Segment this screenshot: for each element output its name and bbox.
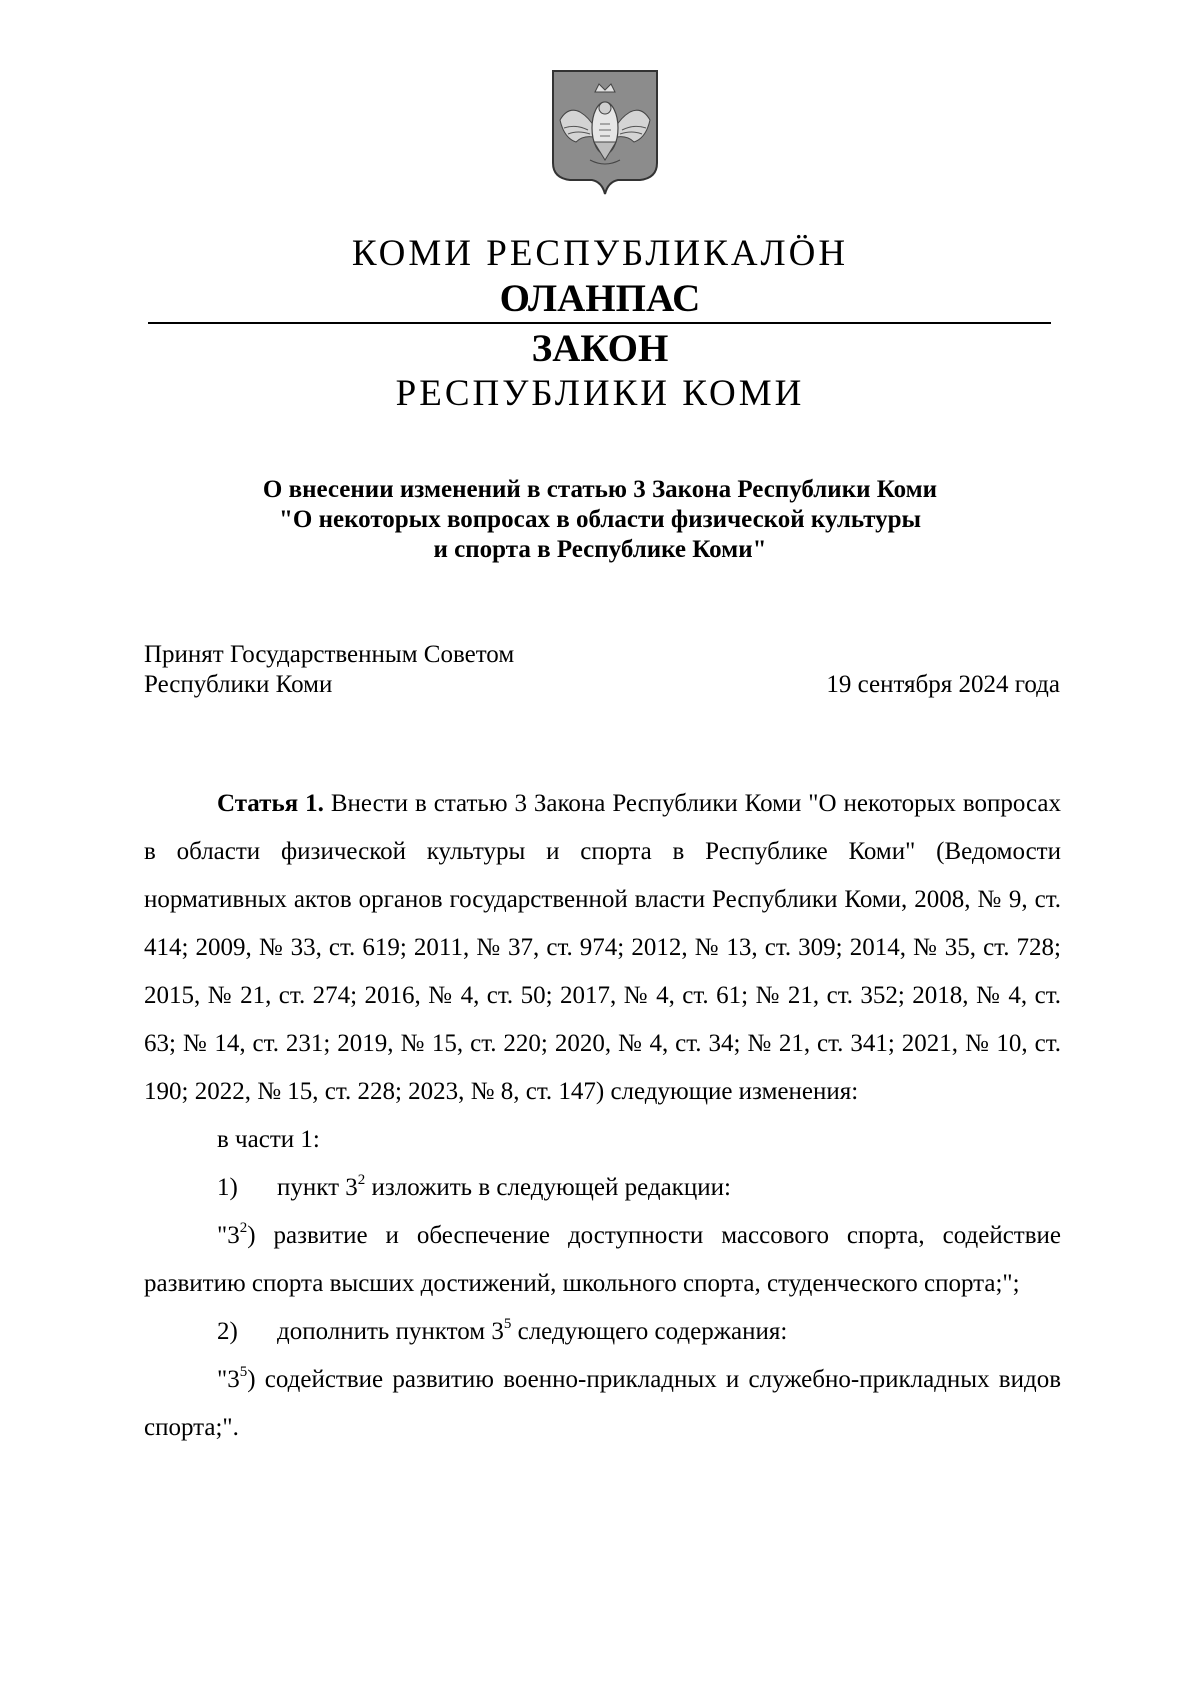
header-divider — [148, 322, 1051, 324]
part-1-intro: в части 1: — [217, 1126, 320, 1153]
item-2-text-pre: дополнить пунктом 3 — [277, 1318, 504, 1345]
item-1-quote-text: ) развитие и обеспечение доступности массового спорта, содействие развитию спорта высших достижений, школьного спорта, студенческого спорта;"; — [144, 1222, 1061, 1297]
header-zakon: ЗАКОН — [531, 327, 669, 370]
header-olanpas: ОЛАНПАС — [499, 277, 701, 320]
title-line-1: О внесении изменений в статью 3 Закона Республики Коми — [262, 476, 938, 503]
item-2 — [144, 1308, 1061, 1356]
article-1-paragraph — [144, 780, 1061, 1116]
adopted-date: 19 сентября 2024 года — [826, 671, 1060, 698]
item-2-text-post: следующего содержания: — [511, 1318, 788, 1345]
document-title — [0, 475, 1200, 565]
item-2-number: 2) — [217, 1318, 238, 1345]
title-line-3: и спорта в Республике Коми" — [433, 536, 767, 563]
item-1-text-pre: пункт 3 — [277, 1174, 358, 1201]
item-1-superscript: 2 — [357, 1171, 366, 1188]
item-1-text-post: изложить в следующей редакции: — [365, 1174, 731, 1201]
adopted-by — [144, 640, 514, 700]
item-2-quote-superscript: 5 — [239, 1363, 248, 1380]
header-komi-republic: КОМИ РЕСПУБЛИКАЛÖН — [351, 233, 849, 274]
adopted-line-1: Принят Государственным Советом — [144, 641, 515, 668]
item-1-number: 1) — [217, 1174, 238, 1201]
adopted-line-2: Республики Коми — [144, 671, 333, 698]
item-1-quote — [144, 1212, 1061, 1308]
article-1-label: Статья 1. — [217, 790, 324, 817]
article-1 — [144, 780, 1061, 1452]
item-1-quote-pre: "3 — [217, 1222, 240, 1249]
item-2-quote — [144, 1356, 1061, 1452]
title-line-2: "О некоторых вопросах в области физической культуры — [279, 506, 921, 533]
article-1-text: Внести в статью 3 Закона Республики Коми "О некоторых вопросах в области физической культуры и спорта в Республике Коми" (Ведомости нормативных актов органов государственной власти Республики Коми, 2008, № 9, ст. 414; 2009, № 33, ст. 619; 2011, № 37, ст. 974; 2012, № 13, ст. 309; 2014, № 35, ст. 728; 2015, № 21, ст. 274; 2016, № 4, ст. 50; 2017, № 4, ст. 61; № 21, ст. 352; 2018, № 4, ст. 63; № 14, ст. 231; 2019, № 15, ст. 220; 2020, № 4, ст. 34; № 21, ст. 341; 2021, № 10, ст. 190; 2022, № 15, ст. 228; 2023, № 8, ст. 147) следующие изменения: — [144, 790, 1061, 1105]
item-2-quote-pre: "3 — [217, 1366, 240, 1393]
item-1-quote-superscript: 2 — [239, 1219, 248, 1236]
item-2-quote-text: ) содействие развитию военно-прикладных и служебно-прикладных видов спорта;". — [144, 1366, 1061, 1441]
item-2-superscript: 5 — [503, 1315, 512, 1332]
coat-of-arms-komi-icon — [550, 68, 660, 198]
item-1 — [144, 1164, 1061, 1212]
header-republic-komi: РЕСПУБЛИКИ КОМИ — [395, 373, 805, 414]
